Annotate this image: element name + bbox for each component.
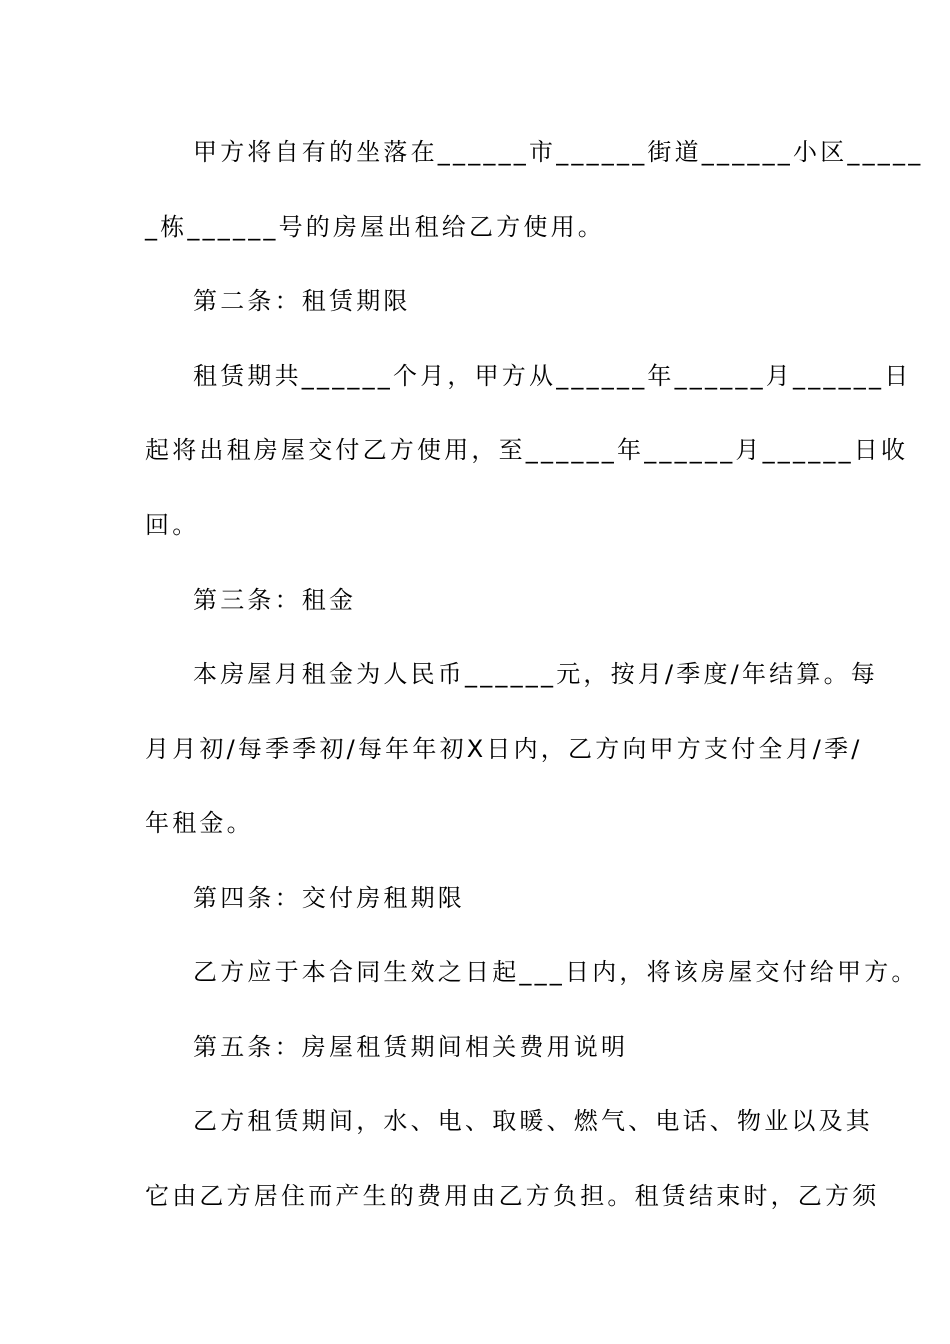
article-5-heading: 第五条：房屋租赁期间相关费用说明 [193, 1033, 629, 1061]
paragraph-line-3: 租赁期共______个月，甲方从______年______月______日 [193, 362, 912, 390]
article-2-heading: 第二条：租赁期限 [193, 287, 411, 315]
article-4-heading: 第四条：交付房租期限 [193, 884, 465, 912]
paragraph-line-7: 月月初/每季季初/每年年初X日内，乙方向甲方支付全月/季/ [145, 735, 863, 763]
paragraph-line-10: 乙方租赁期间，水、电、取暖、燃气、电话、物业以及其 [193, 1107, 873, 1135]
paragraph-line-4: 起将出租房屋交付乙方使用，至______年______月______日收 [145, 436, 909, 464]
article-3-heading: 第三条：租金 [193, 586, 357, 614]
paragraph-line-1: 甲方将自有的坐落在______市______街道______小区_____ [193, 138, 924, 166]
paragraph-line-6: 本房屋月租金为人民币______元，按月/季度/年结算。每 [193, 660, 878, 688]
paragraph-line-11: 它由乙方居住而产生的费用由乙方负担。租赁结束时，乙方须 [145, 1182, 880, 1210]
paragraph-line-8: 年租金。 [145, 809, 254, 837]
paragraph-line-2: _栋______号的房屋出租给乙方使用。 [145, 213, 605, 241]
paragraph-line-5: 回。 [145, 511, 200, 539]
paragraph-line-9: 乙方应于本合同生效之日起___日内，将该房屋交付给甲方。 [193, 958, 919, 986]
